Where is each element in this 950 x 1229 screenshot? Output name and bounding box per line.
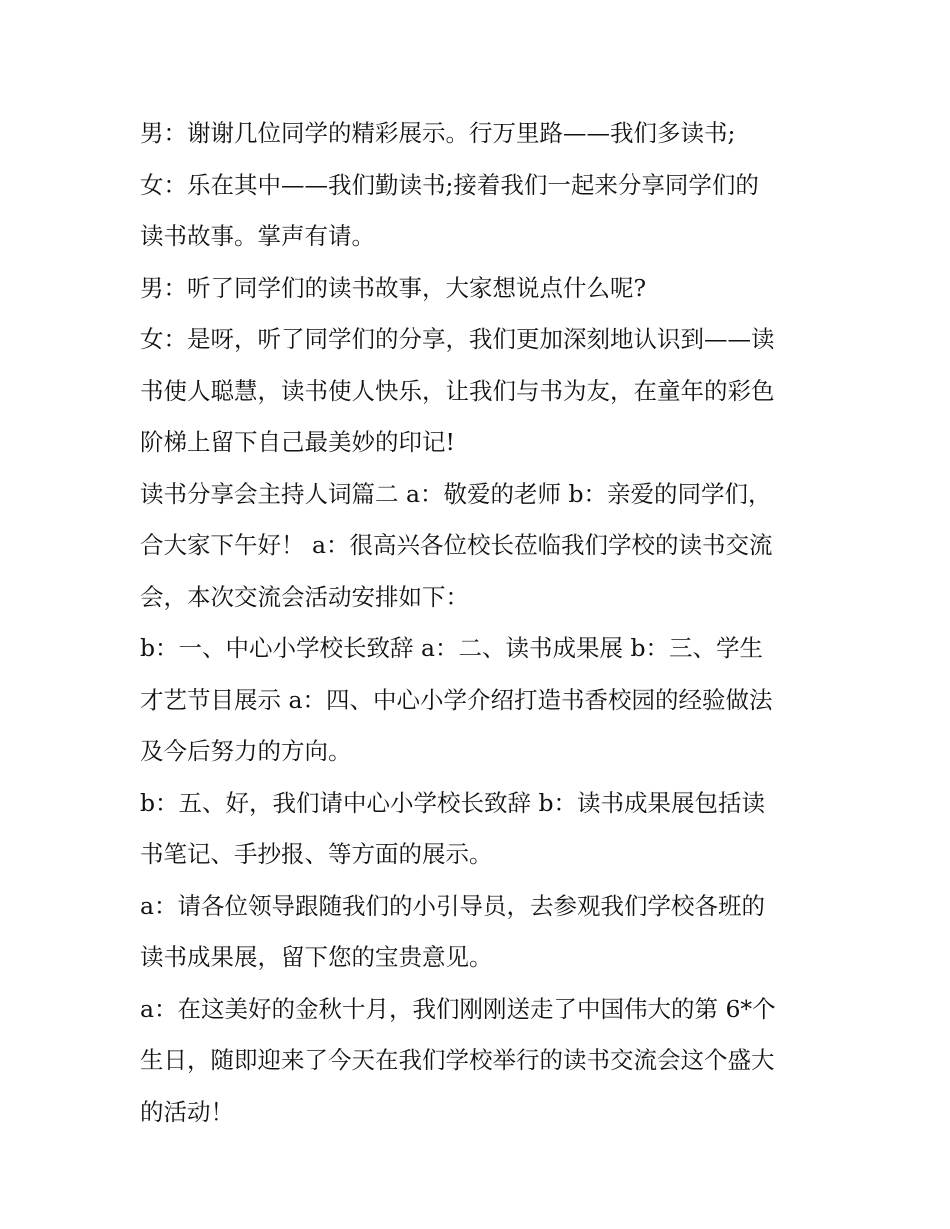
document-body bbox=[140, 108, 820, 1138]
text-line: b：五、好，我们请中心小学校长致辞 b：读书成果展包括读 bbox=[140, 788, 766, 817]
text-line: a：在这美好的金秋十月，我们刚刚送走了中国伟大的第 6*个 bbox=[140, 994, 776, 1023]
text-line: 读书故事。掌声有请。 bbox=[140, 222, 375, 250]
text-line: 合大家下午好！ a：很高兴各位校长莅临我们学校的读书交流 bbox=[140, 531, 773, 559]
text-line: 阶梯上留下自己最美妙的印记! bbox=[140, 428, 455, 456]
text-line: 书使人聪慧，读书使人快乐，让我们与书为友，在童年的彩色 bbox=[140, 376, 775, 405]
text-line: 生日，随即迎来了今天在我们学校举行的读书交流会这个盛大 bbox=[140, 1046, 775, 1074]
text-line: 女：是呀，听了同学们的分享，我们更加深刻地认识到——读 bbox=[140, 325, 775, 353]
text-line: 才艺节目展示 a：四、中心小学介绍打造书香校园的经验做法 bbox=[140, 685, 773, 714]
text-line: 书笔记、手抄报、等方面的展示。 bbox=[140, 840, 493, 868]
text-line: 的活动！ bbox=[140, 1097, 234, 1126]
text-line: 男：谢谢几位同学的精彩展示。行万里路——我们多读书; bbox=[140, 119, 736, 147]
text-line: 及今后努力的方向。 bbox=[140, 737, 352, 765]
text-line: a：请各位领导跟随我们的小引导员，去参观我们学校各班的 bbox=[140, 891, 766, 920]
text-line: 男：听了同学们的读书故事，大家想说点什么呢? bbox=[140, 273, 647, 302]
text-line: b：一、中心小学校长致辞 a：二、读书成果展 b：三、学生 bbox=[140, 634, 764, 662]
text-line: 读书分享会主持人词篇二 a：敬爱的老师 b：亲爱的同学们， bbox=[140, 479, 772, 508]
text-line: 会，本次交流会活动安排如下： bbox=[140, 582, 469, 611]
text-line: 读书成果展，留下您的宝贵意见。 bbox=[140, 943, 493, 971]
text-line: 女：乐在其中——我们勤读书;接着我们一起来分享同学们的 bbox=[140, 170, 759, 199]
